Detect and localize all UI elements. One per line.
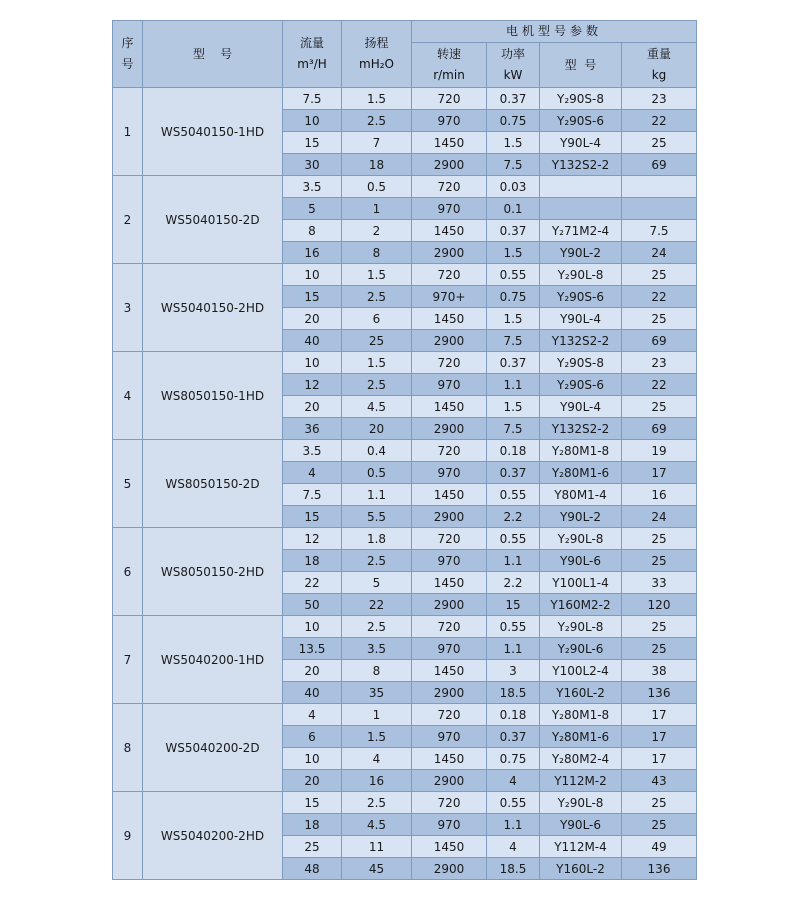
speed-cell: 1450	[412, 308, 487, 330]
power-cell: 0.55	[487, 528, 540, 550]
flow-cell: 13.5	[283, 638, 342, 660]
speed-cell: 970	[412, 550, 487, 572]
head-cell: 7	[342, 132, 412, 154]
motor-model-cell: Y₂90L-8	[540, 616, 622, 638]
flow-cell: 15	[283, 286, 342, 308]
motor-model-cell: Y₂80M1-8	[540, 440, 622, 462]
weight-cell: 25	[622, 308, 697, 330]
motor-model-cell: Y₂90S-6	[540, 374, 622, 396]
weight-cell: 25	[622, 792, 697, 814]
power-cell: 18.5	[487, 858, 540, 880]
flow-cell: 15	[283, 506, 342, 528]
weight-cell: 22	[622, 110, 697, 132]
flow-cell: 10	[283, 748, 342, 770]
motor-model-cell: Y160M2-2	[540, 594, 622, 616]
flow-cell: 20	[283, 308, 342, 330]
header-flow	[283, 21, 342, 88]
table-body	[113, 88, 697, 880]
weight-cell: 17	[622, 704, 697, 726]
flow-cell: 40	[283, 682, 342, 704]
speed-cell: 720	[412, 88, 487, 110]
head-cell: 5	[342, 572, 412, 594]
header-power-title: 功率	[500, 47, 525, 61]
head-cell: 2	[342, 220, 412, 242]
motor-model-cell: Y₂90L-8	[540, 528, 622, 550]
head-cell: 1.5	[342, 264, 412, 286]
motor-model-cell: Y132S2-2	[540, 154, 622, 176]
motor-model-cell: Y₂80M2-4	[540, 748, 622, 770]
head-cell: 11	[342, 836, 412, 858]
weight-cell: 38	[622, 660, 697, 682]
motor-model-cell: Y80M1-4	[540, 484, 622, 506]
head-cell: 20	[342, 418, 412, 440]
header-weight-unit: kg	[651, 68, 667, 82]
head-cell: 2.5	[342, 374, 412, 396]
speed-cell: 2900	[412, 858, 487, 880]
group-model: WS8050150-2HD	[143, 528, 283, 616]
speed-cell: 970	[412, 462, 487, 484]
power-cell: 4	[487, 770, 540, 792]
weight-cell: 25	[622, 616, 697, 638]
group-model: WS5040150-1HD	[143, 88, 283, 176]
head-cell: 1	[342, 198, 412, 220]
power-cell: 0.37	[487, 352, 540, 374]
speed-cell: 2900	[412, 154, 487, 176]
head-cell: 25	[342, 330, 412, 352]
weight-cell: 69	[622, 418, 697, 440]
head-cell: 2.5	[342, 286, 412, 308]
speed-cell: 2900	[412, 506, 487, 528]
pump-spec-table	[112, 20, 697, 880]
table-row	[113, 88, 697, 110]
head-cell: 0.5	[342, 462, 412, 484]
head-cell: 16	[342, 770, 412, 792]
flow-cell: 12	[283, 528, 342, 550]
power-cell: 2.2	[487, 506, 540, 528]
group-model: WS5040150-2HD	[143, 264, 283, 352]
flow-cell: 6	[283, 726, 342, 748]
flow-cell: 30	[283, 154, 342, 176]
flow-cell: 10	[283, 264, 342, 286]
motor-model-cell: Y₂71M2-4	[540, 220, 622, 242]
motor-model-cell: Y90L-2	[540, 506, 622, 528]
power-cell: 0.1	[487, 198, 540, 220]
head-cell: 8	[342, 660, 412, 682]
motor-model-cell: Y132S2-2	[540, 418, 622, 440]
motor-model-cell: Y90L-4	[540, 132, 622, 154]
flow-cell: 36	[283, 418, 342, 440]
power-cell: 1.5	[487, 396, 540, 418]
motor-model-cell	[540, 198, 622, 220]
head-cell: 8	[342, 242, 412, 264]
flow-cell: 4	[283, 462, 342, 484]
header-head-title: 扬程	[364, 36, 389, 50]
group-seq: 9	[113, 792, 143, 880]
motor-model-cell: Y₂90L-8	[540, 792, 622, 814]
group-model: WS5040150-2D	[143, 176, 283, 264]
weight-cell: 24	[622, 506, 697, 528]
power-cell: 1.1	[487, 550, 540, 572]
table-row	[113, 616, 697, 638]
speed-cell: 970+	[412, 286, 487, 308]
head-cell: 35	[342, 682, 412, 704]
flow-cell: 8	[283, 220, 342, 242]
speed-cell: 970	[412, 814, 487, 836]
weight-cell: 136	[622, 682, 697, 704]
speed-cell: 2900	[412, 682, 487, 704]
power-cell: 7.5	[487, 330, 540, 352]
group-seq: 7	[113, 616, 143, 704]
head-cell: 6	[342, 308, 412, 330]
weight-cell	[622, 176, 697, 198]
motor-model-cell: Y112M-4	[540, 836, 622, 858]
flow-cell: 15	[283, 792, 342, 814]
power-cell: 0.75	[487, 110, 540, 132]
flow-cell: 25	[283, 836, 342, 858]
header-flow-title: 流量	[299, 36, 324, 50]
header-weight-title: 重量	[647, 47, 672, 61]
flow-cell: 22	[283, 572, 342, 594]
group-seq: 2	[113, 176, 143, 264]
weight-cell: 43	[622, 770, 697, 792]
group-model: WS5040200-2D	[143, 704, 283, 792]
group-seq: 1	[113, 88, 143, 176]
power-cell: 0.55	[487, 616, 540, 638]
weight-cell: 136	[622, 858, 697, 880]
group-seq: 4	[113, 352, 143, 440]
head-cell: 18	[342, 154, 412, 176]
motor-model-cell: Y₂90S-6	[540, 286, 622, 308]
head-cell: 5.5	[342, 506, 412, 528]
group-seq: 3	[113, 264, 143, 352]
weight-cell: 25	[622, 132, 697, 154]
speed-cell: 720	[412, 352, 487, 374]
power-cell: 1.1	[487, 814, 540, 836]
motor-model-cell: Y₂90S-8	[540, 88, 622, 110]
power-cell: 0.55	[487, 264, 540, 286]
power-cell: 0.18	[487, 704, 540, 726]
group-model: WS8050150-1HD	[143, 352, 283, 440]
motor-model-cell: Y₂90S-6	[540, 110, 622, 132]
power-cell: 0.37	[487, 726, 540, 748]
motor-model-cell: Y90L-2	[540, 242, 622, 264]
group-model: WS5040200-2HD	[143, 792, 283, 880]
speed-cell: 1450	[412, 572, 487, 594]
flow-cell: 50	[283, 594, 342, 616]
flow-cell: 3.5	[283, 176, 342, 198]
speed-cell: 720	[412, 440, 487, 462]
speed-cell: 1450	[412, 484, 487, 506]
speed-cell: 2900	[412, 242, 487, 264]
header-motor-model: 型 号	[540, 43, 622, 88]
motor-model-cell: Y90L-6	[540, 550, 622, 572]
motor-model-cell: Y90L-6	[540, 814, 622, 836]
power-cell: 0.55	[487, 484, 540, 506]
speed-cell: 1450	[412, 748, 487, 770]
motor-model-cell: Y100L1-4	[540, 572, 622, 594]
speed-cell: 720	[412, 176, 487, 198]
weight-cell: 19	[622, 440, 697, 462]
flow-cell: 10	[283, 352, 342, 374]
group-model: WS5040200-1HD	[143, 616, 283, 704]
weight-cell: 24	[622, 242, 697, 264]
motor-model-cell: Y160L-2	[540, 682, 622, 704]
motor-model-cell: Y₂90L-8	[540, 264, 622, 286]
weight-cell: 7.5	[622, 220, 697, 242]
motor-model-cell	[540, 176, 622, 198]
head-cell: 45	[342, 858, 412, 880]
power-cell: 7.5	[487, 418, 540, 440]
flow-cell: 20	[283, 660, 342, 682]
head-cell: 1.5	[342, 726, 412, 748]
flow-cell: 48	[283, 858, 342, 880]
table-row	[113, 528, 697, 550]
flow-cell: 18	[283, 814, 342, 836]
speed-cell: 2900	[412, 770, 487, 792]
header-speed-unit: r/min	[433, 68, 465, 82]
power-cell: 0.75	[487, 286, 540, 308]
flow-cell: 20	[283, 770, 342, 792]
weight-cell: 69	[622, 330, 697, 352]
head-cell: 2.5	[342, 792, 412, 814]
group-seq: 8	[113, 704, 143, 792]
head-cell: 4	[342, 748, 412, 770]
flow-cell: 15	[283, 132, 342, 154]
motor-model-cell: Y132S2-2	[540, 330, 622, 352]
speed-cell: 2900	[412, 418, 487, 440]
head-cell: 1.5	[342, 352, 412, 374]
table-row	[113, 792, 697, 814]
speed-cell: 970	[412, 374, 487, 396]
motor-model-cell: Y112M-2	[540, 770, 622, 792]
head-cell: 1	[342, 704, 412, 726]
power-cell: 0.18	[487, 440, 540, 462]
flow-cell: 12	[283, 374, 342, 396]
power-cell: 1.1	[487, 374, 540, 396]
power-cell: 0.55	[487, 792, 540, 814]
weight-cell: 49	[622, 836, 697, 858]
head-cell: 4.5	[342, 396, 412, 418]
weight-cell: 17	[622, 726, 697, 748]
header-motor-group: 电机型号参数	[412, 21, 697, 43]
table-row	[113, 176, 697, 198]
power-cell: 4	[487, 836, 540, 858]
speed-cell: 1450	[412, 836, 487, 858]
header-power-unit: kW	[503, 68, 523, 82]
weight-cell: 17	[622, 748, 697, 770]
speed-cell: 720	[412, 528, 487, 550]
header-seq: 序号	[113, 21, 143, 88]
table-row	[113, 440, 697, 462]
weight-cell: 25	[622, 638, 697, 660]
head-cell: 1.8	[342, 528, 412, 550]
table-row	[113, 352, 697, 374]
speed-cell: 1450	[412, 396, 487, 418]
group-seq: 5	[113, 440, 143, 528]
power-cell: 0.37	[487, 220, 540, 242]
flow-cell: 16	[283, 242, 342, 264]
motor-model-cell: Y₂80M1-6	[540, 726, 622, 748]
weight-cell: 120	[622, 594, 697, 616]
table-row	[113, 264, 697, 286]
power-cell: 1.1	[487, 638, 540, 660]
speed-cell: 2900	[412, 330, 487, 352]
flow-cell: 10	[283, 110, 342, 132]
motor-model-cell: Y90L-4	[540, 396, 622, 418]
weight-cell: 25	[622, 264, 697, 286]
power-cell: 7.5	[487, 154, 540, 176]
weight-cell: 23	[622, 352, 697, 374]
motor-model-cell: Y160L-2	[540, 858, 622, 880]
header-flow-unit: m³/H	[297, 57, 327, 71]
weight-cell: 33	[622, 572, 697, 594]
header-weight	[622, 43, 697, 88]
head-cell: 3.5	[342, 638, 412, 660]
weight-cell: 23	[622, 88, 697, 110]
speed-cell: 970	[412, 198, 487, 220]
power-cell: 0.37	[487, 462, 540, 484]
motor-model-cell: Y₂80M1-6	[540, 462, 622, 484]
flow-cell: 5	[283, 198, 342, 220]
speed-cell: 1450	[412, 660, 487, 682]
flow-cell: 40	[283, 330, 342, 352]
weight-cell: 25	[622, 550, 697, 572]
speed-cell: 1450	[412, 132, 487, 154]
weight-cell: 69	[622, 154, 697, 176]
power-cell: 1.5	[487, 132, 540, 154]
power-cell: 3	[487, 660, 540, 682]
motor-model-cell: Y₂90S-8	[540, 352, 622, 374]
speed-cell: 970	[412, 726, 487, 748]
table-row	[113, 704, 697, 726]
power-cell: 18.5	[487, 682, 540, 704]
head-cell: 2.5	[342, 550, 412, 572]
header-speed	[412, 43, 487, 88]
head-cell: 1.5	[342, 88, 412, 110]
weight-cell: 17	[622, 462, 697, 484]
weight-cell	[622, 198, 697, 220]
weight-cell: 25	[622, 528, 697, 550]
weight-cell: 22	[622, 374, 697, 396]
header-model: 型 号	[143, 21, 283, 88]
flow-cell: 20	[283, 396, 342, 418]
flow-cell: 7.5	[283, 484, 342, 506]
power-cell: 1.5	[487, 308, 540, 330]
weight-cell: 25	[622, 396, 697, 418]
flow-cell: 18	[283, 550, 342, 572]
power-cell: 0.37	[487, 88, 540, 110]
power-cell: 15	[487, 594, 540, 616]
group-seq: 6	[113, 528, 143, 616]
head-cell: 22	[342, 594, 412, 616]
flow-cell: 10	[283, 616, 342, 638]
power-cell: 0.75	[487, 748, 540, 770]
flow-cell: 3.5	[283, 440, 342, 462]
speed-cell: 720	[412, 616, 487, 638]
head-cell: 2.5	[342, 110, 412, 132]
speed-cell: 970	[412, 638, 487, 660]
head-cell: 1.1	[342, 484, 412, 506]
speed-cell: 720	[412, 264, 487, 286]
weight-cell: 16	[622, 484, 697, 506]
header-power	[487, 43, 540, 88]
motor-model-cell: Y₂90L-6	[540, 638, 622, 660]
head-cell: 4.5	[342, 814, 412, 836]
power-cell: 2.2	[487, 572, 540, 594]
speed-cell: 720	[412, 704, 487, 726]
flow-cell: 4	[283, 704, 342, 726]
header-head	[342, 21, 412, 88]
header-speed-title: 转速	[436, 47, 461, 61]
motor-model-cell: Y₂80M1-8	[540, 704, 622, 726]
group-model: WS8050150-2D	[143, 440, 283, 528]
weight-cell: 25	[622, 814, 697, 836]
power-cell: 1.5	[487, 242, 540, 264]
head-cell: 0.4	[342, 440, 412, 462]
speed-cell: 2900	[412, 594, 487, 616]
speed-cell: 720	[412, 792, 487, 814]
head-cell: 0.5	[342, 176, 412, 198]
head-cell: 2.5	[342, 616, 412, 638]
power-cell: 0.03	[487, 176, 540, 198]
motor-model-cell: Y90L-4	[540, 308, 622, 330]
motor-model-cell: Y100L2-4	[540, 660, 622, 682]
speed-cell: 970	[412, 110, 487, 132]
header-head-unit: mH₂O	[359, 57, 394, 71]
flow-cell: 7.5	[283, 88, 342, 110]
weight-cell: 22	[622, 286, 697, 308]
speed-cell: 1450	[412, 220, 487, 242]
